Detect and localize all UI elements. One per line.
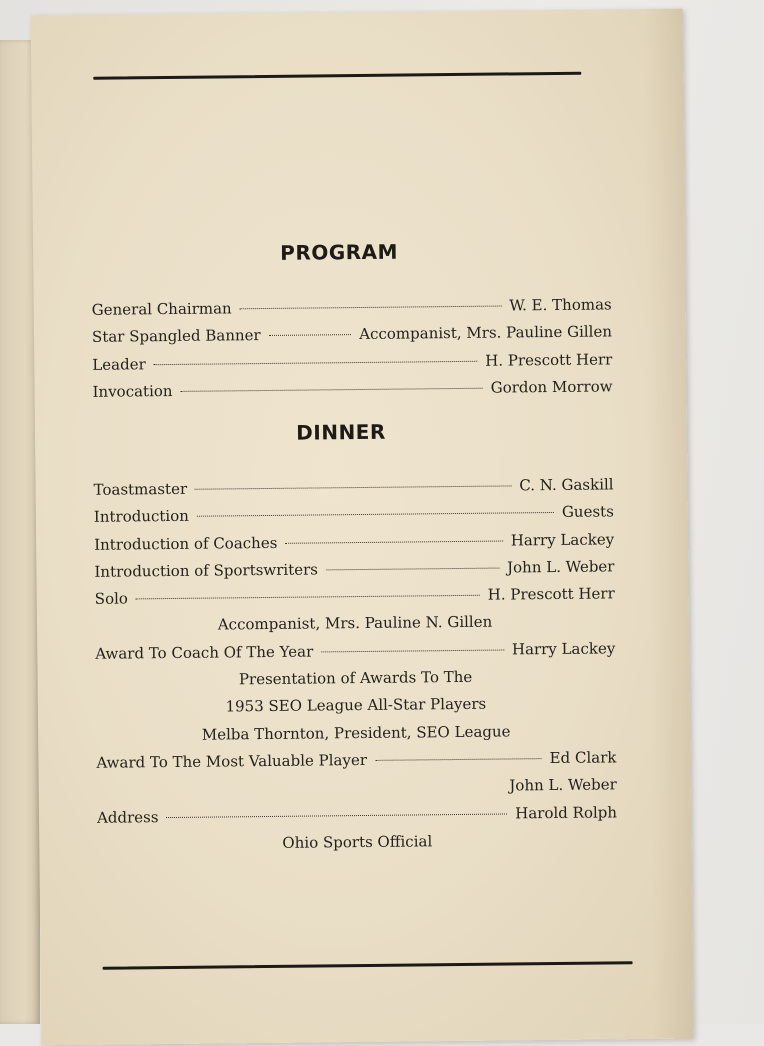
dinner-person: H. Prescott Herr: [487, 584, 615, 604]
leader-dots: [136, 595, 480, 600]
dinner-centered-line: [97, 826, 617, 859]
dinner-row: [97, 799, 617, 832]
dinner-role: Toastmaster: [93, 479, 188, 499]
program-page: [31, 9, 694, 1046]
dinner-person: Guests: [561, 502, 614, 522]
program-person: Gordon Morrow: [490, 377, 613, 397]
dinner-list: [93, 471, 617, 859]
leader-dots: [181, 388, 483, 392]
program-role: Leader: [92, 354, 146, 374]
leader-dots: [375, 758, 542, 761]
dinner-note: Ohio Sports Official: [282, 832, 433, 852]
program-person: H. Prescott Herr: [485, 349, 613, 370]
leader-dots: [197, 512, 554, 517]
dinner-role: Award To The Most Valuable Player: [96, 750, 368, 772]
program-row: [92, 373, 612, 406]
dinner-note: Melba Thornton, President, SEO League: [201, 722, 511, 744]
dinner-role: Introduction: [93, 507, 189, 527]
dinner-person: Ed Clark: [549, 748, 617, 768]
dinner-person: C. N. Gaskill: [519, 475, 614, 495]
dinner-person: Harry Lackey: [510, 529, 615, 550]
leader-dots: [285, 540, 502, 543]
dinner-note: Accompanist, Mrs. Pauline N. Gillen: [217, 613, 493, 634]
dinner-person: Harold Rolph: [515, 802, 618, 822]
dinner-row: [95, 635, 615, 668]
leader-dots: [154, 360, 478, 364]
program-person: Accompanist, Mrs. Pauline Gillen: [359, 322, 613, 344]
dinner-heading: DINNER: [296, 419, 386, 445]
dinner-person: John L. Weber: [506, 557, 615, 577]
leader-dots: [326, 567, 499, 570]
leader-dots: [167, 813, 508, 818]
dinner-role: Award To Coach Of The Year: [95, 642, 314, 663]
dinner-person: Harry Lackey: [511, 639, 616, 659]
program-heading: PROGRAM: [280, 239, 399, 265]
dinner-role: Introduction of Sportswriters: [94, 560, 319, 581]
program-role: Invocation: [92, 381, 173, 401]
program-role: Star Spangled Banner: [91, 326, 261, 347]
leader-dots: [240, 306, 502, 310]
dinner-row: [95, 581, 615, 614]
dinner-role: Introduction of Coaches: [94, 533, 278, 554]
dinner-note: Presentation of Awards To The: [238, 667, 473, 689]
dinner-role: Solo: [94, 589, 128, 608]
program-list: [92, 291, 613, 406]
dinner-role: Address: [96, 807, 159, 827]
leader-dots: [269, 334, 352, 336]
dinner-note: 1953 SEO League All-Star Players: [225, 695, 487, 716]
leader-dots: [195, 485, 511, 489]
top-rule: [93, 72, 581, 80]
leader-dots: [321, 649, 504, 652]
program-role: General Chairman: [91, 299, 232, 319]
dinner-person: John L. Weber: [509, 775, 617, 795]
bottom-rule: [103, 961, 633, 970]
dinner-row: [93, 471, 613, 504]
program-person: W. E. Thomas: [509, 295, 612, 315]
